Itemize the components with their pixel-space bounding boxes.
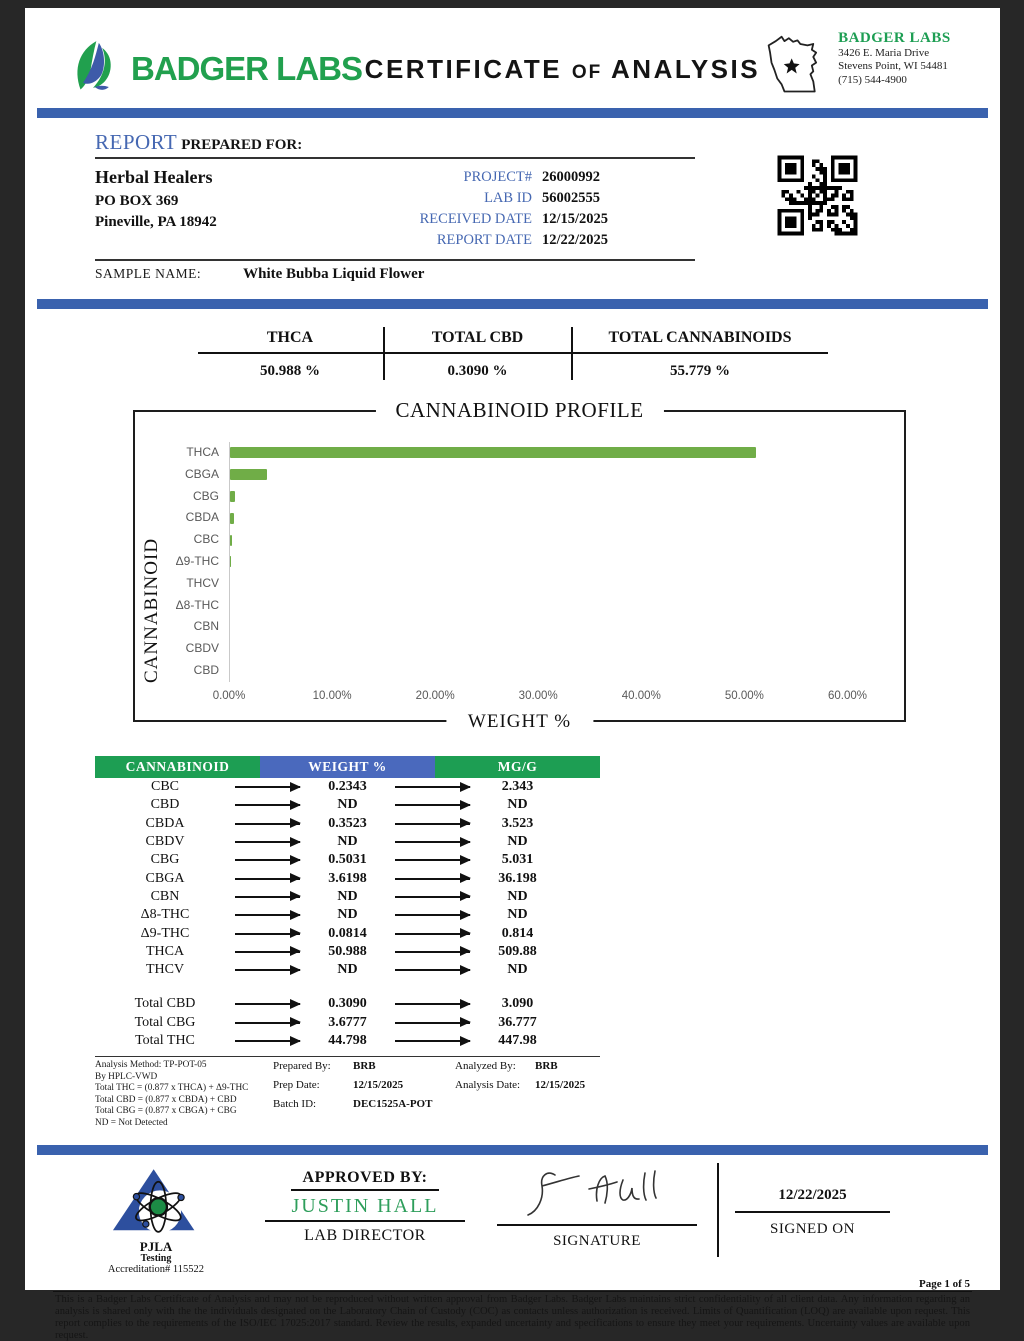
- arrow-icon: [235, 969, 300, 971]
- table-cell: 0.0814: [328, 925, 367, 941]
- approval-divider-line: [717, 1163, 719, 1257]
- title-analysis: ANALYSIS: [611, 53, 761, 84]
- footnote-row: [273, 1060, 455, 1072]
- client-address-2: Pineville, PA 18942: [95, 214, 217, 230]
- pjla-testing: Testing: [140, 1253, 172, 1265]
- arrow-icon: [395, 1040, 470, 1042]
- chart-category-1: CBGA: [184, 466, 219, 481]
- table-cell: CBGA: [145, 870, 185, 886]
- table-cell: 2.343: [501, 779, 534, 795]
- signature-image: [497, 1163, 697, 1226]
- leaf-logo-icon: [73, 39, 123, 100]
- chart-tick-label: 20.00%: [415, 690, 455, 702]
- chart-category-8: CBN: [193, 619, 219, 634]
- arrow-icon: [235, 1040, 300, 1042]
- footnote-row: [455, 1060, 600, 1072]
- arrow-icon: [235, 1003, 300, 1005]
- table-row: [95, 906, 600, 924]
- signature-label: SIGNATURE: [553, 1233, 641, 1250]
- analysis-method-notes: [95, 1060, 273, 1129]
- arrow-icon: [235, 823, 300, 825]
- table-row: [95, 796, 600, 814]
- table-cell: ND: [507, 834, 528, 850]
- chart-x-axis-ticks: [212, 690, 899, 706]
- table-cell: 3.090: [501, 996, 534, 1012]
- qr-code: [770, 148, 865, 248]
- report-section: [95, 130, 695, 283]
- chart-category-9: CBDV: [185, 641, 219, 656]
- lab-address-2: Stevens Point, WI 54481: [838, 60, 948, 72]
- sample-name-label: SAMPLE NAME:: [95, 266, 202, 281]
- chart-bar-row: [230, 442, 899, 464]
- badger-labs-logo: [73, 39, 365, 100]
- table-cell: CBC: [150, 779, 179, 795]
- method-note-line: Total THC = (0.877 x THCA) + Δ9-THC: [95, 1083, 249, 1094]
- table-cell: 0.5031: [328, 852, 367, 868]
- chart-category-10: CBD: [193, 662, 219, 677]
- table-cell: 0.3523: [328, 815, 367, 831]
- table-row: [95, 943, 600, 961]
- divider-bar-2: [37, 299, 988, 309]
- client-block: [95, 165, 380, 251]
- header-weight: WEIGHT %: [260, 756, 435, 778]
- chart-bar: [230, 447, 756, 458]
- chart-bar-row: [230, 660, 899, 682]
- prepared-for-label: PREPARED FOR:: [181, 137, 303, 153]
- summary-total-cbd: [383, 327, 573, 380]
- table-row: [95, 888, 600, 906]
- footnote-row: [273, 1098, 455, 1110]
- field-row-received-date: [380, 209, 660, 230]
- pjla-name: PJLA: [139, 1239, 173, 1255]
- arrow-icon: [235, 914, 300, 916]
- chart-plot-area: [229, 442, 899, 682]
- arrow-icon: [235, 933, 300, 935]
- arrow-icon: [395, 896, 470, 898]
- chart-bar-row: [230, 507, 899, 529]
- method-note-line: ND = Not Detected: [95, 1117, 168, 1128]
- signed-on-date: 12/22/2025: [735, 1163, 890, 1213]
- table-cell: Total CBG: [134, 1014, 196, 1030]
- chart-category-7: Δ8-THC: [175, 597, 219, 612]
- chart-bar-row: [230, 573, 899, 595]
- pjla-accreditation-number: Accreditation# 115522: [107, 1264, 205, 1276]
- project-value: 26000992: [542, 169, 600, 185]
- summary-table: [198, 327, 828, 380]
- table-cell: 50.988: [328, 943, 367, 959]
- method-note-line: By HPLC-VWD: [95, 1071, 158, 1082]
- table-cell: 509.88: [498, 943, 537, 959]
- arrow-icon: [395, 933, 470, 935]
- arrow-icon: [395, 1003, 470, 1005]
- chart-y-axis-label: CANNABINOID: [141, 537, 162, 683]
- arrow-icon: [395, 951, 470, 953]
- field-row-project: [380, 167, 660, 188]
- footnote-label: Prepared By:: [273, 1060, 331, 1073]
- chart-category-4: CBC: [193, 532, 219, 547]
- approved-by-label: APPROVED BY:: [291, 1169, 440, 1191]
- table-cell: CBG: [150, 852, 180, 868]
- disclaimer-text: This is a Badger Labs Certificate of Analysis and may not be reproduced without written approval from Badger Labs. Badger Labs maintains strict confidentiality of all client data. Any information regarding an analysis is shared only with the the individuals designated on the Laboratory Chain of Custody (COC) as contacts unless authorization is received. Limits of Quantification (LOQ) are available upon request. This report complies to the requirements of the ISO/IEC 17025:2017 standard. Review the results, expanded uncertainty and specifications to ensure they meet your requirements. Uncertainty values are available upon request.: [55, 1294, 970, 1341]
- header-cannabinoid: CANNABINOID: [95, 756, 260, 778]
- title-of: OF: [571, 61, 603, 83]
- chart-bar: [230, 513, 234, 524]
- approved-by-block: [265, 1163, 465, 1245]
- footnote-value: DEC1525A-POT: [353, 1098, 433, 1111]
- chart-bar-row: [230, 595, 899, 617]
- divider-bar-top: [37, 108, 988, 118]
- table-cell: Total THC: [135, 1033, 195, 1048]
- field-row-report-date: [380, 230, 660, 251]
- arrow-icon: [235, 896, 300, 898]
- lab-id-label: LAB ID: [484, 190, 532, 206]
- footer-rule: [53, 1291, 972, 1292]
- method-note-line: Total CBD = (0.877 x CBDA) + CBD: [95, 1094, 237, 1105]
- summary-thca-label: THCA: [198, 327, 383, 354]
- table-cell: THCA: [145, 943, 185, 959]
- table-cell: 3.523: [501, 815, 534, 831]
- arrow-icon: [395, 841, 470, 843]
- table-cell: ND: [507, 907, 528, 923]
- results-rows: [95, 778, 600, 979]
- table-row: [95, 851, 600, 869]
- footnote-value: 12/15/2025: [535, 1079, 586, 1092]
- table-cell: ND: [507, 797, 528, 813]
- footnote-value: BRB: [353, 1060, 376, 1073]
- method-note-line: Analysis Method: TP-POT-05: [95, 1060, 207, 1071]
- summary-total-cbd-value: 0.3090 %: [447, 363, 508, 379]
- brand-wordmark: BADGER LABS: [131, 50, 363, 87]
- arrow-icon: [395, 878, 470, 880]
- chart-bar-row: [230, 551, 899, 573]
- footnote-row: [455, 1079, 600, 1091]
- table-row: [95, 815, 600, 833]
- chart-tick-label: 40.00%: [621, 690, 661, 702]
- arrow-icon: [235, 841, 300, 843]
- chart-bar-row: [230, 638, 899, 660]
- table-cell: 0.814: [501, 925, 534, 941]
- arrow-icon: [395, 969, 470, 971]
- table-cell: ND: [337, 888, 358, 904]
- method-note-line: Total CBG = (0.877 x CBGA) + CBG: [95, 1106, 237, 1117]
- sample-name-row: [95, 259, 695, 283]
- table-cell: ND: [337, 797, 358, 813]
- arrow-icon: [235, 859, 300, 861]
- arrow-icon: [395, 914, 470, 916]
- summary-total-cbd-label: TOTAL CBD: [385, 327, 571, 354]
- signature-block: [497, 1163, 697, 1250]
- pjla-logo-icon: [102, 1222, 210, 1239]
- footnote-value: BRB: [535, 1060, 558, 1073]
- table-row: [95, 1032, 600, 1050]
- approver-title: LAB DIRECTOR: [304, 1227, 426, 1245]
- arrow-icon: [395, 859, 470, 861]
- chart-tick-label: 0.00%: [212, 690, 246, 702]
- certificate-page: [25, 8, 1000, 1341]
- table-cell: THCV: [145, 962, 185, 978]
- table-row: [95, 961, 600, 979]
- footnote-value: 12/15/2025: [353, 1079, 404, 1092]
- results-table: [95, 756, 600, 1050]
- chart-bar: [230, 535, 232, 546]
- chart-bar-row: [230, 486, 899, 508]
- table-cell: CBD: [150, 797, 180, 813]
- table-cell: CBDV: [145, 834, 185, 850]
- analyzed-by-block: [455, 1060, 600, 1129]
- approver-name: JUSTIN HALL: [265, 1191, 465, 1222]
- chart-bar: [230, 491, 235, 502]
- table-cell: ND: [337, 907, 358, 923]
- table-row: [95, 995, 600, 1013]
- chart-tick-label: 60.00%: [827, 690, 868, 702]
- signed-on-label: SIGNED ON: [770, 1221, 855, 1238]
- chart-bar: [230, 556, 231, 567]
- table-cell: 44.798: [328, 1033, 367, 1048]
- table-cell: 0.2343: [328, 779, 367, 795]
- chart-category-5: Δ9-THC: [175, 553, 219, 568]
- table-cell: 3.6198: [328, 870, 367, 886]
- summary-total-cannabinoids: [573, 327, 828, 380]
- chart-category-2: CBG: [192, 488, 219, 503]
- table-cell: ND: [337, 962, 358, 978]
- chart-bar-row: [230, 616, 899, 638]
- table-cell: Total CBD: [134, 996, 196, 1012]
- chart-title: CANNABINOID PROFILE: [375, 398, 663, 423]
- lab-phone: (715) 544-4900: [838, 73, 907, 86]
- lab-name: BADGER LABS: [838, 29, 951, 46]
- lab-address-1: 3426 E. Maria Drive: [838, 46, 930, 59]
- arrow-icon: [395, 786, 470, 788]
- project-fields: [380, 165, 660, 251]
- chart-tick-label: 30.00%: [518, 690, 558, 702]
- arrow-icon: [235, 804, 300, 806]
- table-row: [95, 924, 600, 942]
- chart-bar: [230, 469, 267, 480]
- summary-total-cannabinoids-label: TOTAL CANNABINOIDS: [573, 327, 828, 354]
- client-name: Herbal Healers: [95, 167, 213, 187]
- table-cell: 0.3090: [328, 996, 367, 1012]
- chart-bar-row: [230, 464, 899, 486]
- table-cell: Δ8-THC: [140, 907, 190, 923]
- header-mgg: MG/G: [435, 756, 600, 778]
- table-row: [95, 869, 600, 887]
- arrow-icon: [235, 1022, 300, 1024]
- chart-x-axis-label: WEIGHT %: [446, 711, 593, 733]
- table-row: [95, 1014, 600, 1032]
- field-row-lab-id: [380, 188, 660, 209]
- chart-category-labels: [145, 442, 219, 682]
- received-date-label: RECEIVED DATE: [419, 211, 532, 227]
- summary-thca-value: 50.988 %: [260, 363, 320, 379]
- footnote-label: Batch ID:: [273, 1098, 317, 1111]
- chart-category-0: THCA: [186, 445, 219, 459]
- chart-tick-label: 10.00%: [312, 690, 352, 702]
- table-cell: ND: [507, 962, 528, 978]
- table-cell: ND: [507, 888, 528, 904]
- sample-name-value: White Bubba Liquid Flower: [243, 266, 425, 282]
- approval-section: [25, 1155, 1000, 1276]
- page-number: Page 1 of 5: [918, 1278, 970, 1291]
- footnote-label: Prep Date:: [273, 1079, 320, 1092]
- arrow-icon: [235, 951, 300, 953]
- title-certificate: CERTIFICATE: [364, 53, 563, 84]
- summary-thca: [198, 327, 383, 380]
- table-cell: 5.031: [501, 852, 534, 868]
- arrow-icon: [395, 804, 470, 806]
- report-heading: [95, 130, 695, 159]
- report-date-label: REPORT DATE: [436, 232, 532, 248]
- project-label: PROJECT#: [463, 169, 532, 185]
- received-date-value: 12/15/2025: [542, 211, 609, 227]
- divider-bar-3: [37, 1145, 988, 1155]
- summary-total-cannabinoids-value: 55.779 %: [670, 363, 730, 379]
- wisconsin-map-icon: [760, 30, 832, 109]
- document-title: [365, 54, 760, 85]
- totals-rows: [95, 995, 600, 1050]
- chart-bar-row: [230, 529, 899, 551]
- table-cell: ND: [337, 834, 358, 850]
- table-row: [95, 833, 600, 851]
- cannabinoid-profile-chart: [133, 398, 906, 732]
- lab-id-value: 56002555: [542, 190, 600, 206]
- table-cell: 447.98: [498, 1033, 537, 1048]
- arrow-icon: [395, 1022, 470, 1024]
- table-cell: 36.198: [498, 870, 537, 886]
- lab-address-block: [760, 30, 974, 109]
- arrow-icon: [395, 823, 470, 825]
- table-cell: CBN: [150, 888, 180, 904]
- pjla-accreditation-block: [81, 1163, 231, 1276]
- chart-tick-label: 50.00%: [724, 690, 764, 702]
- table-cell: Δ9-THC: [140, 925, 190, 941]
- chart-category-3: CBDA: [185, 510, 219, 525]
- footnote-label: Analyzed By:: [455, 1060, 516, 1073]
- arrow-icon: [235, 878, 300, 880]
- footnote-row: [273, 1079, 455, 1091]
- header: [25, 8, 1000, 104]
- footnote-label: Analysis Date:: [455, 1079, 521, 1092]
- table-cell: 36.777: [498, 1014, 537, 1030]
- report-label: REPORT: [95, 130, 178, 154]
- prepared-by-block: [273, 1060, 455, 1129]
- table-row: [95, 778, 600, 796]
- chart-category-6: THCV: [186, 575, 219, 590]
- client-address-1: PO BOX 369: [95, 193, 179, 209]
- report-date-value: 12/22/2025: [542, 232, 609, 248]
- arrow-icon: [235, 786, 300, 788]
- table-cell: 3.6777: [328, 1014, 367, 1030]
- footnotes: [95, 1056, 600, 1129]
- signed-on-block: [735, 1163, 890, 1238]
- table-cell: CBDA: [145, 815, 185, 831]
- results-table-header: [95, 756, 600, 778]
